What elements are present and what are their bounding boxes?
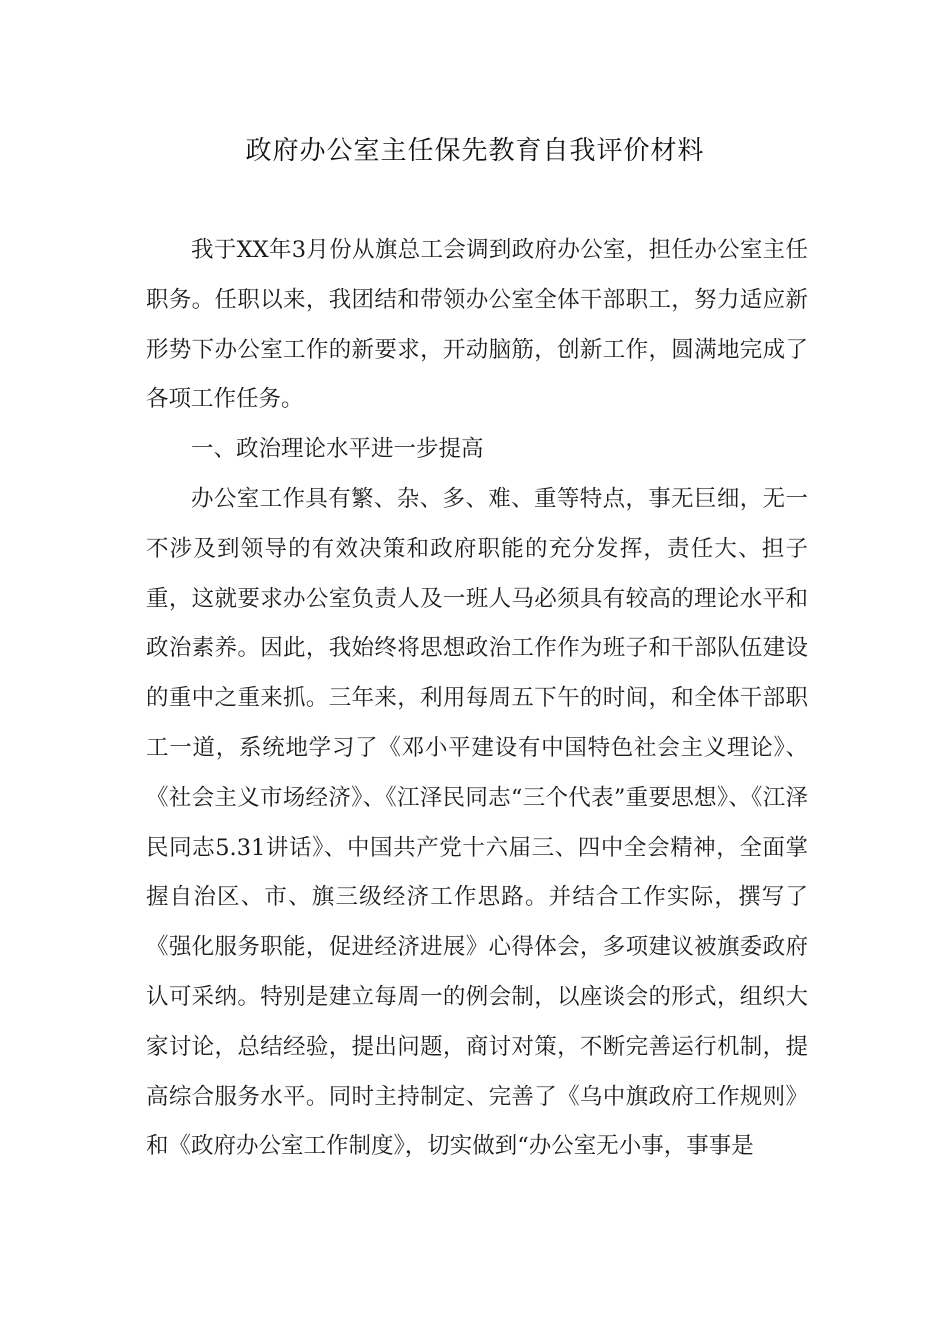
document-body (146, 226, 808, 1172)
paragraph-intro: 我于XX年3月份从旗总工会调到政府办公室，担任办公室主任职务。任职以来，我团结和带领办公室全体干部职工，努力适应新形势下办公室工作的新要求，开动脑筋，创新工作，圆满地完成了各项工作任务。 (146, 237, 808, 413)
paragraph-section-one: 办公室工作具有繁、杂、多、难、重等特点，事无巨细，无一不涉及到领导的有效决策和政府职能的充分发挥，责任大、担子重，这就要求办公室负责人及一班人马必须具有较高的理论水平和政治素养。因此，我始终将思想政治工作作为班子和干部队伍建设的重中之重来抓。三年来，利用每周五下午的时间，和全体干部职工一道，系统地学习了《邓小平建设有中国特色社会主义理论》、《社会主义市场经济》、《江泽民同志“三个代表”重要思想》、《江泽民同志5.31讲话》、中国共产党十六届三、四中全会精神，全面掌握自治区、市、旗三级经济工作思路。并结合工作实际，撰写了《强化服务职能，促进经济进展》心得体会，多项建议被旗委政府认可采纳。特别是建立每周一的例会制，以座谈会的形式，组织大家讨论，总结经验，提出问题，商讨对策，不断完善运行机制，提高综合服务水平。同时主持制定、完善了《乌中旗政府工作规则》和《政府办公室工作制度》，切实做到“办公室无小事，事事是 (146, 485, 808, 1160)
section-heading: 一、政治理论水平进一步提高 (191, 436, 484, 463)
document-title: 政府办公室主任保先教育自我评价材料 (245, 136, 705, 166)
